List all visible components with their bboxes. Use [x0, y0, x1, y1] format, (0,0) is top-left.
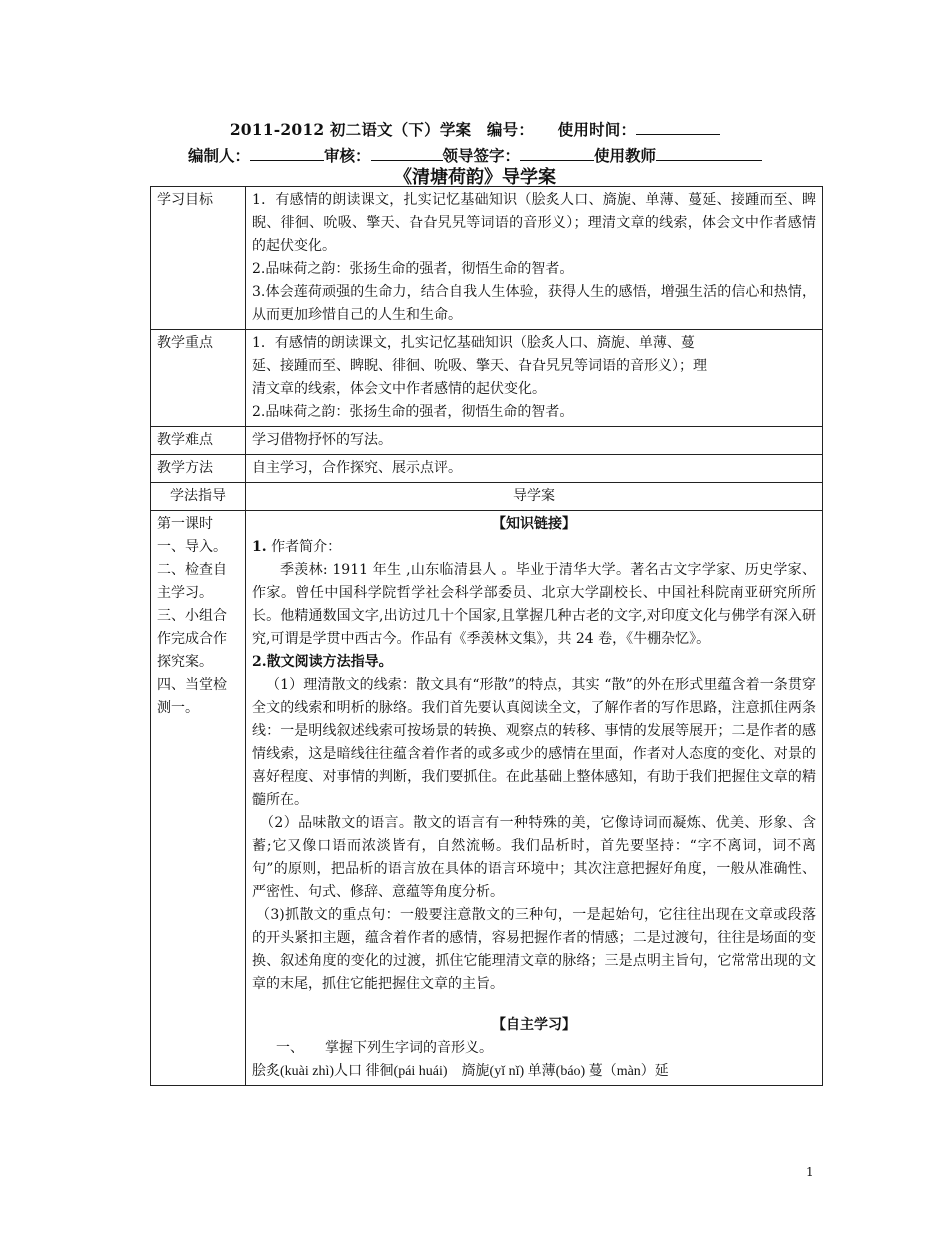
- difficulty-label: 教学难点: [151, 427, 246, 455]
- sidebar-steps: [151, 511, 246, 1086]
- goal-item: 2.品味荷之韵：张扬生命的强者，彻悟生命的智者。: [252, 261, 574, 277]
- content-cell: [246, 511, 823, 1086]
- task-line: 一、 掌握下列生字词的音形义。: [276, 1040, 493, 1056]
- author-heading: [252, 536, 816, 559]
- key-line: 延、接踵而至、睥睨、徘徊、吮吸、擎天、旮旮旯旯等词语的音形义）；理: [252, 358, 707, 374]
- row-content: [151, 511, 823, 1086]
- difficulty-cell: 学习借物抒怀的写法。: [246, 427, 823, 455]
- method-paragraph: （2）品味散文的语言。散文的语言有一种特殊的美，它像诗词而凝炼、优美、形象、含蓄;它又像口语而浓淡皆有，自然流畅。我们品析时，首先要坚持：“字不离词，词不离句”的原则，把品析的语言放在具体的语言环境中；其次注意把握好角度，一般从准确性、严密性、句式、修辞、意蕴等角度分析。: [252, 815, 816, 900]
- header-course-text: 2011-2012 初二语文（下）学案 编号： 使用时间：: [229, 120, 637, 139]
- reviewer-label: 审核：: [323, 146, 371, 165]
- key-cell: [246, 330, 823, 427]
- date-blank: [636, 119, 720, 135]
- page-title: 《清塘荷韵》导学案: [394, 167, 556, 188]
- spacer: [252, 996, 816, 1014]
- page-number: 1: [806, 1165, 814, 1179]
- goals-cell: [246, 187, 823, 330]
- reviewer-blank: [371, 145, 443, 161]
- row-guide: [151, 483, 823, 511]
- leader-blank: [520, 145, 594, 161]
- row-key-points: [151, 330, 823, 427]
- step-item: 二、检查自主学习。: [157, 562, 227, 601]
- guide-label: 学法指导: [151, 483, 246, 511]
- goal-item: 3.体会莲荷顽强的生命力，结合自我人生体验，获得人生的感悟，增强生活的信心和热情，从而更加珍惜自己的人生和生命。: [252, 284, 816, 323]
- vocab-line: 脍炙(kuài zhì)人口 徘徊(pái huái) 旖旎(yǐ nǐ) 单薄(báo) 蔓（màn）延: [252, 1064, 669, 1079]
- author-heading-text: 作者简介：: [266, 539, 342, 555]
- method-label: 教学方法: [151, 455, 246, 483]
- row-method: [151, 455, 823, 483]
- goals-label: 学习目标: [151, 187, 246, 330]
- step-item: 三、小组合作完成合作探究案。: [157, 608, 227, 670]
- teacher-label: 使用教师: [594, 146, 657, 165]
- header-line-1: [0, 118, 950, 140]
- compiler-blank: [250, 145, 324, 161]
- self-study-heading: 【自主学习】: [492, 1017, 576, 1033]
- method-paragraph: （1）理清散文的线索：散文具有“形散”的特点，其实 “散”的外在形式里蕴含着一条贯穿全文的线索和明析的脉络。我们首先要认真阅读全文，了解作者的写作思路，注意抓住两条线：一是明线叙述线索可按场景的转换、观察点的转移、事情的发展等展开；二是作者的感情线索，这是暗线往往蕴含着作者的或多或少的感情在里面，作者对人态度的变化、对景的喜好程度、对事情的判断，我们要抓住。在此基础上整体感知，有助于我们把握住文章的精髓所在。: [252, 677, 816, 808]
- lesson-table: [150, 186, 823, 1086]
- method-paragraph: （3)抓散文的重点句：一般要注意散文的三种句，一是起始句，它往往出现在文章或段落的开头紧扣主题，蕴含着作者的感情，容易把握作者的情感；二是过渡句，往往是场面的变换、叙述角度的变化的过渡，抓住它能理清文章的脉络；三是点明主旨句，它常常出现的文章的末尾，抓住它能把握住文章的主旨。: [252, 907, 816, 992]
- author-bio: 季羡林: 1911 年生 ,山东临清县人 。毕业于清华大学。著名古文字学家、历史学家、作家。曾任中国科学院哲学社会科学部委员、北京大学副校长、中国社科院南亚研究所所长。他精通数国文字,出访过几十个国家,且掌握几种古老的文字,对印度文化与佛学有深入研究,可谓是学贯中西古今。作品有《季羡林文集》，共 24 卷，《牛棚杂忆》。: [252, 562, 816, 647]
- compiler-label: 编制人：: [187, 146, 250, 165]
- step-item: 四、当堂检测一。: [157, 677, 227, 716]
- author-heading-num: 1.: [252, 539, 267, 555]
- key-line: 2.品味荷之韵：张扬生命的强者，彻悟生命的智者。: [252, 404, 574, 420]
- step-item: 一、导入。: [157, 539, 227, 555]
- guide-header: 导学案: [246, 483, 823, 511]
- row-difficulty: [151, 427, 823, 455]
- method-cell: 自主学习，合作探究、展示点评。: [246, 455, 823, 483]
- key-line: 清文章的线索，体会文中作者感情的起伏变化。: [252, 381, 546, 397]
- key-line: 1．有感情的朗读课文，扎实记忆基础知识（脍炙人口、旖旎、单薄、蔓: [252, 335, 695, 351]
- row-goals: [151, 187, 823, 330]
- method-heading: 2.散文阅读方法指导。: [252, 654, 393, 670]
- goal-item: 1．有感情的朗读课文，扎实记忆基础知识（脍炙人口、旖旎、单薄、蔓延、接踵而至、睥睨、徘徊、吮吸、擎天、旮旮旯旯等词语的音形义）；理清文章的线索，体会文中作者感情的起伏变化。: [252, 192, 816, 254]
- key-label: 教学重点: [151, 330, 246, 427]
- leader-label: 领导签字：: [442, 146, 521, 165]
- knowledge-heading: 【知识链接】: [492, 516, 576, 532]
- step-item: 第一课时: [157, 516, 213, 532]
- teacher-blank: [656, 145, 762, 161]
